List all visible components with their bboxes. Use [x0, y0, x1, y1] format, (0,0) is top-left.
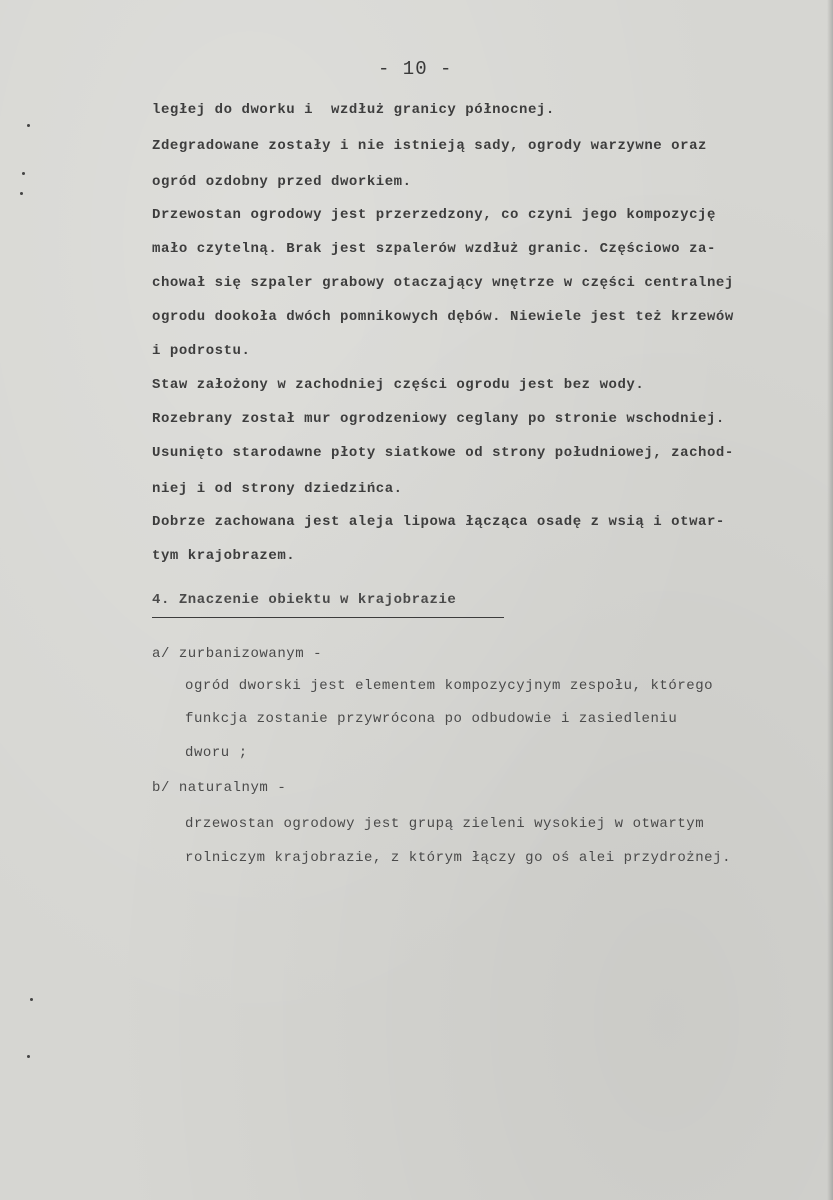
subsection-a-line: funkcja zostanie przywrócona po odbudowie i zasiedleniu [185, 711, 678, 727]
page-number: - 10 - [378, 58, 453, 80]
subsection-b-line: rolniczym krajobrazie, z którym łączy go oś alei przydrożnej. [185, 850, 732, 866]
margin-dot [30, 998, 33, 1001]
margin-dot [27, 1055, 30, 1058]
subsection-label-a: a/ zurbanizowanym - [152, 646, 323, 662]
body-line: Zdegradowane zostały i nie istnieją sady, ogrody warzywne oraz [152, 138, 707, 154]
body-line: Staw założony w zachodniej części ogrodu jest bez wody. [152, 377, 645, 393]
margin-dot [22, 172, 25, 175]
subsection-a-line: ogród dworski jest elementem kompozycyjnym zespołu, którego [185, 678, 714, 694]
page-edge-shadow [827, 0, 833, 1200]
margin-dot [27, 124, 30, 127]
margin-dot [20, 192, 23, 195]
body-line: Usunięto starodawne płoty siatkowe od strony południowej, zachod- [152, 445, 734, 461]
subsection-label-b: b/ naturalnym - [152, 780, 287, 796]
body-line: ległej do dworku i wzdłuż granicy północnej. [152, 102, 555, 118]
body-line: i podrostu. [152, 343, 251, 359]
section-heading: 4. Znaczenie obiektu w krajobrazie [152, 592, 457, 608]
body-line: Dobrze zachowana jest aleja lipowa łącząca osadę z wsią i otwar- [152, 514, 725, 530]
body-line: Rozebrany został mur ogrodzeniowy ceglany po stronie wschodniej. [152, 411, 725, 427]
subsection-b-line: drzewostan ogrodowy jest grupą zieleni wysokiej w otwartym [185, 816, 705, 832]
body-line: mało czytelną. Brak jest szpalerów wzdłuż granic. Częściowo za- [152, 241, 716, 257]
body-line: ogród ozdobny przed dworkiem. [152, 174, 412, 190]
body-line: chował się szpaler grabowy otaczający wnętrze w części centralnej [152, 275, 734, 291]
body-line: tym krajobrazem. [152, 548, 296, 564]
subsection-a-line: dworu ; [185, 745, 248, 761]
body-line: Drzewostan ogrodowy jest przerzedzony, co czyni jego kompozycję [152, 207, 716, 223]
heading-underline [152, 617, 504, 618]
body-line: niej i od strony dziedzińca. [152, 481, 403, 497]
body-line: ogrodu dookoła dwóch pomnikowych dębów. Niewiele jest też krzewów [152, 309, 734, 325]
